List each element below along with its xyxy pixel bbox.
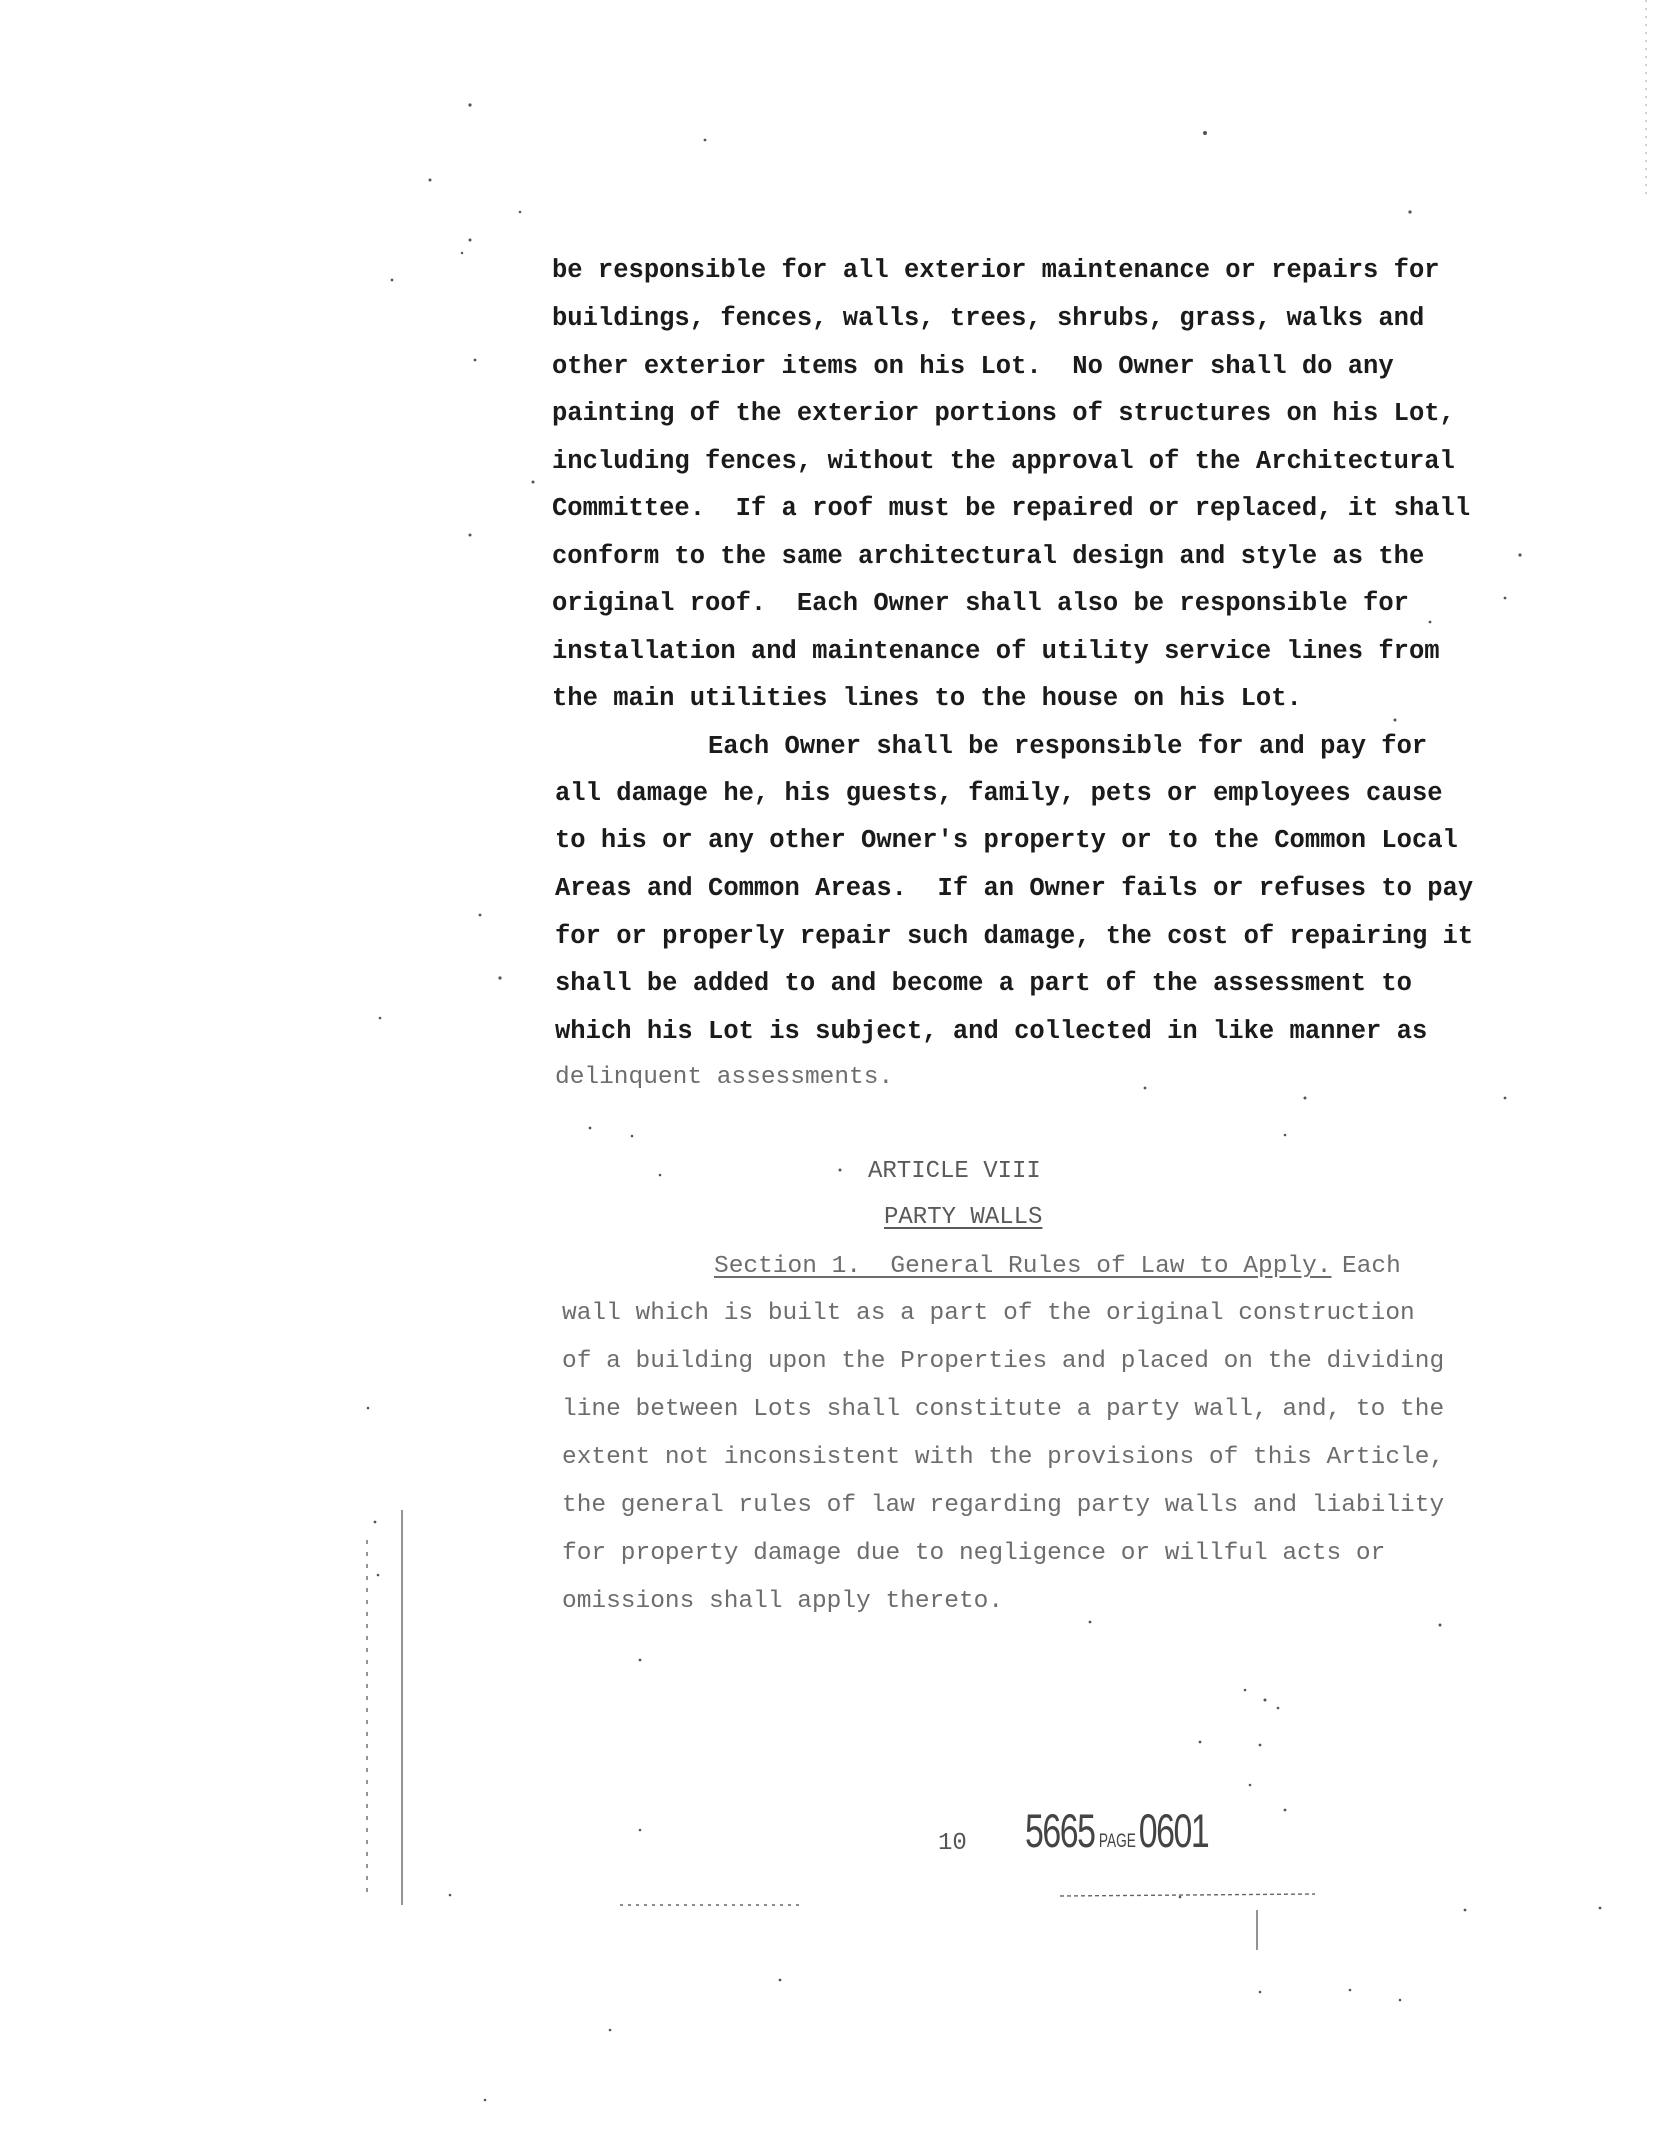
article-title: ARTICLE VIII bbox=[868, 1158, 1041, 1185]
paragraph-1-line-4: painting of the exterior portions of structures on his Lot, bbox=[552, 399, 1455, 428]
stamp-page-number: 0601 bbox=[1138, 1804, 1209, 1857]
section-line-4: line between Lots shall constitute a party wall, and, to the bbox=[562, 1396, 1445, 1423]
section-heading: Section 1. General Rules of Law to Apply. bbox=[714, 1253, 1332, 1280]
section-line-6: the general rules of law regarding party walls and liability bbox=[562, 1492, 1445, 1519]
section-line-5: extent not inconsistent with the provisions of this Article, bbox=[562, 1444, 1445, 1471]
paragraph-1-line-6: Committee. If a roof must be repaired or replaced, it shall bbox=[552, 494, 1471, 523]
paragraph-1-line-10: the main utilities lines to the house on his Lot. bbox=[552, 684, 1302, 713]
section-line-3: of a building upon the Properties and placed on the dividing bbox=[562, 1348, 1445, 1375]
paragraph-1-line-8: original roof. Each Owner shall also be responsible for bbox=[552, 589, 1409, 618]
paragraph-1-line-2: buildings, fences, walls, trees, shrubs, grass, walks and bbox=[552, 304, 1425, 333]
paragraph-2-line-8: delinquent assessments. bbox=[555, 1064, 894, 1091]
paragraph-2-line-2: all damage he, his guests, family, pets or employees cause bbox=[555, 779, 1443, 808]
paragraph-2-line-7: which his Lot is subject, and collected in like manner as bbox=[555, 1017, 1428, 1046]
paragraph-2-line-3: to his or any other Owner's property or to the Common Local bbox=[555, 826, 1458, 855]
stamp-book-number: 5665 bbox=[1025, 1804, 1095, 1857]
paragraph-2-line-6: shall be added to and become a part of the assessment to bbox=[555, 969, 1412, 998]
stamp-page-label: PAGE bbox=[1098, 1831, 1136, 1852]
paragraph-2-line-1: Each Owner shall be responsible for and pay for bbox=[708, 732, 1428, 761]
paragraph-1-line-1: be responsible for all exterior maintenance or repairs for bbox=[552, 256, 1440, 285]
paragraph-2-line-4: Areas and Common Areas. If an Owner fails or refuses to pay bbox=[555, 874, 1474, 903]
paragraph-1-line-5: including fences, without the approval of the Architectural bbox=[552, 447, 1455, 476]
paragraph-1-line-9: installation and maintenance of utility service lines from bbox=[552, 637, 1440, 666]
section-line-8: omissions shall apply thereto. bbox=[562, 1588, 1004, 1615]
section-line-7: for property damage due to negligence or willful acts or bbox=[562, 1540, 1386, 1567]
section-line-1: Each bbox=[1342, 1253, 1401, 1280]
paragraph-1-line-3: other exterior items on his Lot. No Owner shall do any bbox=[552, 352, 1394, 381]
page-number: 10 bbox=[938, 1830, 967, 1857]
paragraph-1-line-7: conform to the same architectural design and style as the bbox=[552, 542, 1425, 571]
recording-stamp bbox=[1025, 1803, 1208, 1858]
section-line-2: wall which is built as a part of the original construction bbox=[562, 1300, 1415, 1327]
paragraph-2-line-5: for or properly repair such damage, the cost of repairing it bbox=[555, 922, 1474, 951]
article-subtitle: PARTY WALLS bbox=[884, 1204, 1043, 1231]
